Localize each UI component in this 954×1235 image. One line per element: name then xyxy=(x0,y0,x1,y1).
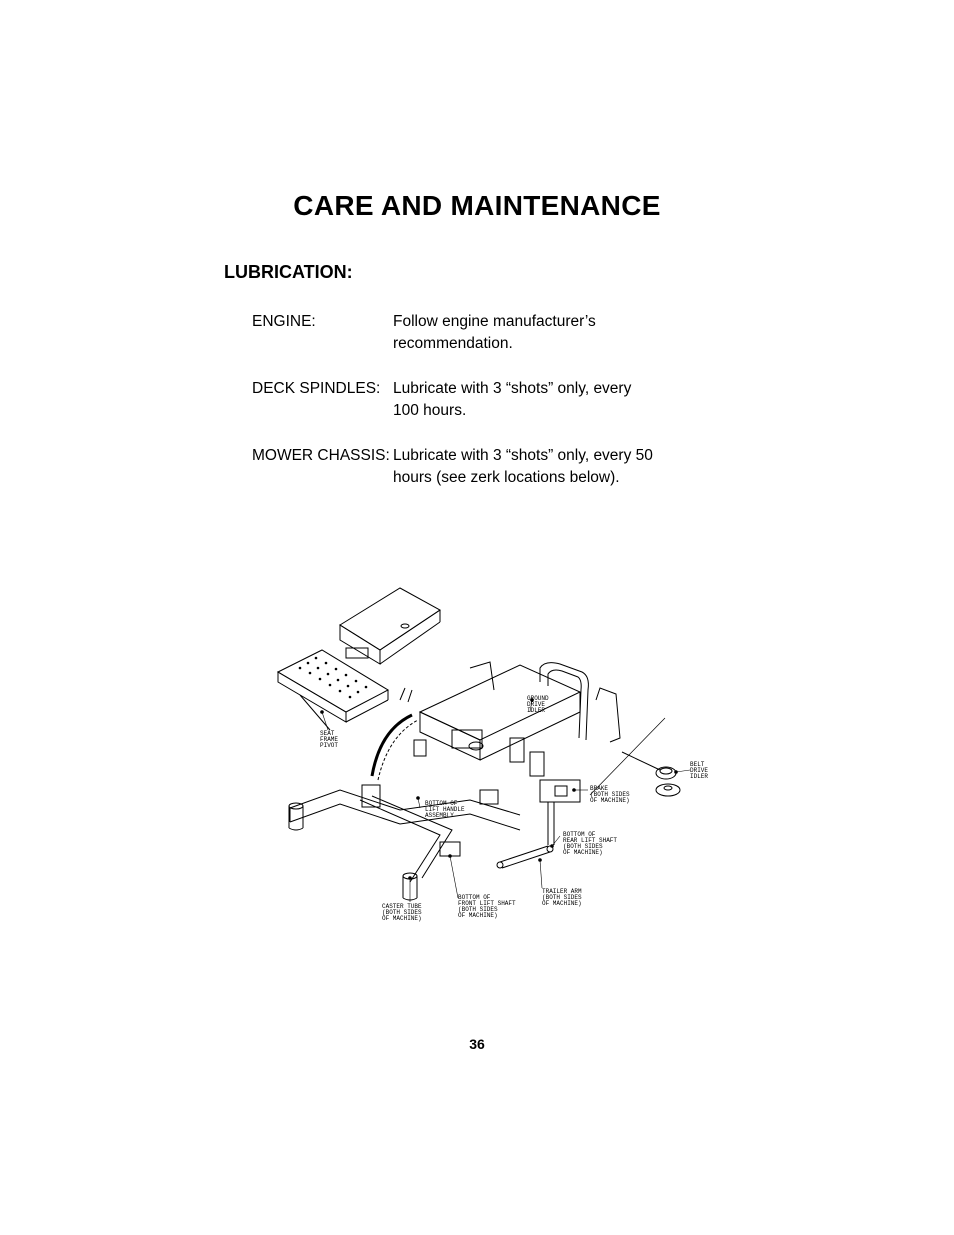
description-line: Follow engine manufacturer’s xyxy=(393,313,596,330)
page-title: CARE AND MAINTENANCE xyxy=(293,190,661,221)
callout-belt-drive: BELT DRIVE IDLER xyxy=(690,761,709,780)
callout-caster-tube: CASTER TUBE (BOTH SIDES OF MACHINE) xyxy=(382,903,422,922)
callout-trailer-arm: TRAILER ARM (BOTH SIDES OF MACHINE) xyxy=(542,888,582,907)
callout-lift-handle: BOTTOM OF LIFT HANDLE ASSEMBLY xyxy=(425,800,465,819)
callout-ground-drive: GROUND DRIVE IDLER xyxy=(527,695,549,714)
description-line: hours (see zerk locations below). xyxy=(393,469,620,486)
description-line: 100 hours. xyxy=(393,402,467,419)
caster-tube-left xyxy=(289,803,303,830)
seat-pan xyxy=(340,588,440,664)
item-label: MOWER CHASSIS: xyxy=(252,447,390,464)
page-number: 36 xyxy=(469,1036,485,1052)
callout-seat-frame: SEAT FRAME PIVOT xyxy=(320,730,339,749)
description-line: Lubricate with 3 “shots” only, every 50 xyxy=(393,447,653,464)
item-description xyxy=(393,311,663,355)
item-description xyxy=(393,445,663,489)
trailer-arm xyxy=(497,846,553,868)
callout-rear-lift: BOTTOM OF REAR LIFT SHAFT (BOTH SIDES OF MACHINE) xyxy=(563,831,618,856)
zerk-markers xyxy=(320,698,678,880)
callout-front-lift: BOTTOM OF FRONT LIFT SHAFT (BOTH SIDES OF MACHINE) xyxy=(458,894,516,919)
description-line: recommendation. xyxy=(393,335,513,352)
foot-plate xyxy=(278,650,388,730)
callout-brake: BRAKE (BOTH SIDES OF MACHINE) xyxy=(590,785,630,804)
item-label: ENGINE: xyxy=(252,313,316,330)
item-label: DECK SPINDLES: xyxy=(252,380,381,397)
description-line: Lubricate with 3 “shots” only, every xyxy=(393,380,632,397)
lower-frame xyxy=(290,785,520,882)
chassis-lubrication-diagram xyxy=(270,580,720,930)
item-description xyxy=(393,378,663,422)
lift-handle xyxy=(372,688,426,780)
section-heading: LUBRICATION: xyxy=(224,262,353,282)
chassis-frame xyxy=(420,662,620,776)
callout-leaders xyxy=(322,700,690,902)
